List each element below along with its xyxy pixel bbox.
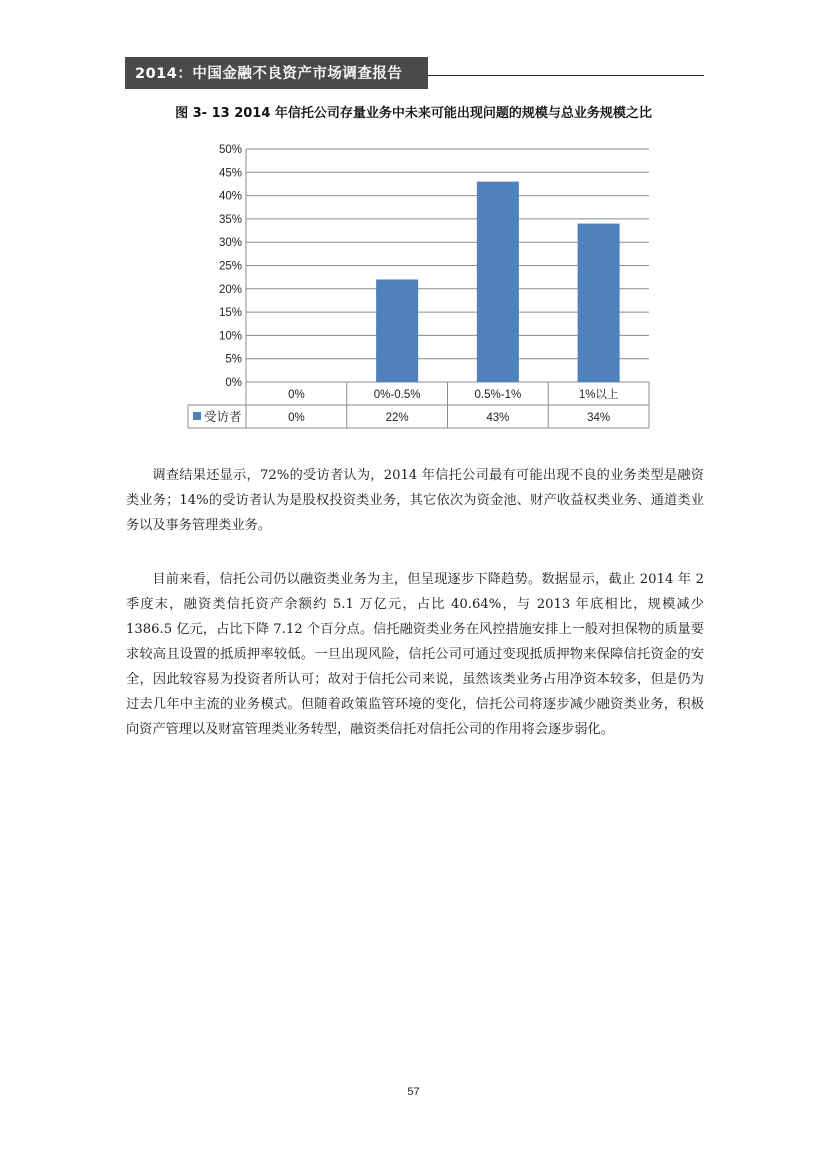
y-tick-label: 35% <box>218 213 242 226</box>
figure-caption: 图 3- 13 2014 年信托公司存量业务中未来可能出现问题的规模与总业务规模之比 <box>175 106 652 121</box>
legend-key <box>193 412 201 420</box>
category-label-1: 0%-0.5% <box>373 389 421 401</box>
y-tick-label: 40% <box>218 190 242 203</box>
data-table <box>188 382 649 428</box>
y-tick-label: 25% <box>218 260 242 273</box>
bars <box>376 182 620 382</box>
bar-2 <box>477 182 519 382</box>
legend-series-name: 受访者 <box>204 409 242 424</box>
data-label-2: 43% <box>486 412 510 424</box>
category-label-3: 1%以上 <box>578 389 619 401</box>
y-tick-label: 30% <box>218 237 242 250</box>
y-tick-label: 0% <box>225 377 242 389</box>
report-header-title: 2014：中国金融不良资产市场调查报告 <box>125 57 428 89</box>
y-axis-ticks <box>219 144 242 389</box>
bar-1 <box>376 279 418 382</box>
paragraph-financing-trend: 目前来看，信托公司仍以融资类业务为主，但呈现逐步下降趋势。数据显示，截止 2014 年 2 季度末，融资类信托资产余额约 5.1 万亿元，占比 40.64%，与 2013 年底相比，规模减少 1386.5 亿元，占比下降 7.12 个百分点。信托融资类业务在风控措施安排上一般对担保物的质量要求较高且设置的抵质押率较低。一旦出现风险，信托公司可通过变现抵质押物来保障信托资金的安全，因此较容易为投资者所认可；故对于信托公司来说，虽然该类业务占用净资本较多，但是仍为过去几年中主流的业务模式。但随着政策监管环境的变化，信托公司将逐步减少融资类业务，积极向资产管理以及财富管理类业务转型，融资类信托对信托公司的作用将会逐步弱化。 <box>126 572 704 737</box>
header-rule <box>428 75 704 76</box>
paragraph-survey-results: 调查结果还显示，72%的受访者认为，2014 年信托公司最有可能出现不良的业务类型是融资类业务；14%的受访者认为是股权投资类业务，其它依次为资金池、财产收益权类业务、通道类业务以及事务管理类业务。 <box>126 468 704 533</box>
y-tick-label: 5% <box>225 353 242 366</box>
page-number: 57 <box>407 1086 420 1098</box>
data-label-3: 34% <box>587 412 611 424</box>
data-label-1: 22% <box>385 412 409 424</box>
y-tick-label: 50% <box>218 144 242 156</box>
bar-chart <box>185 138 655 433</box>
y-tick-label: 45% <box>218 167 242 180</box>
y-tick-label: 15% <box>218 307 242 320</box>
y-tick-label: 10% <box>218 330 242 343</box>
y-tick-label: 20% <box>218 283 242 296</box>
bar-3 <box>578 224 620 382</box>
data-label-0: 0% <box>288 412 305 424</box>
category-label-0: 0% <box>288 389 305 401</box>
category-label-2: 0.5%-1% <box>474 389 522 401</box>
